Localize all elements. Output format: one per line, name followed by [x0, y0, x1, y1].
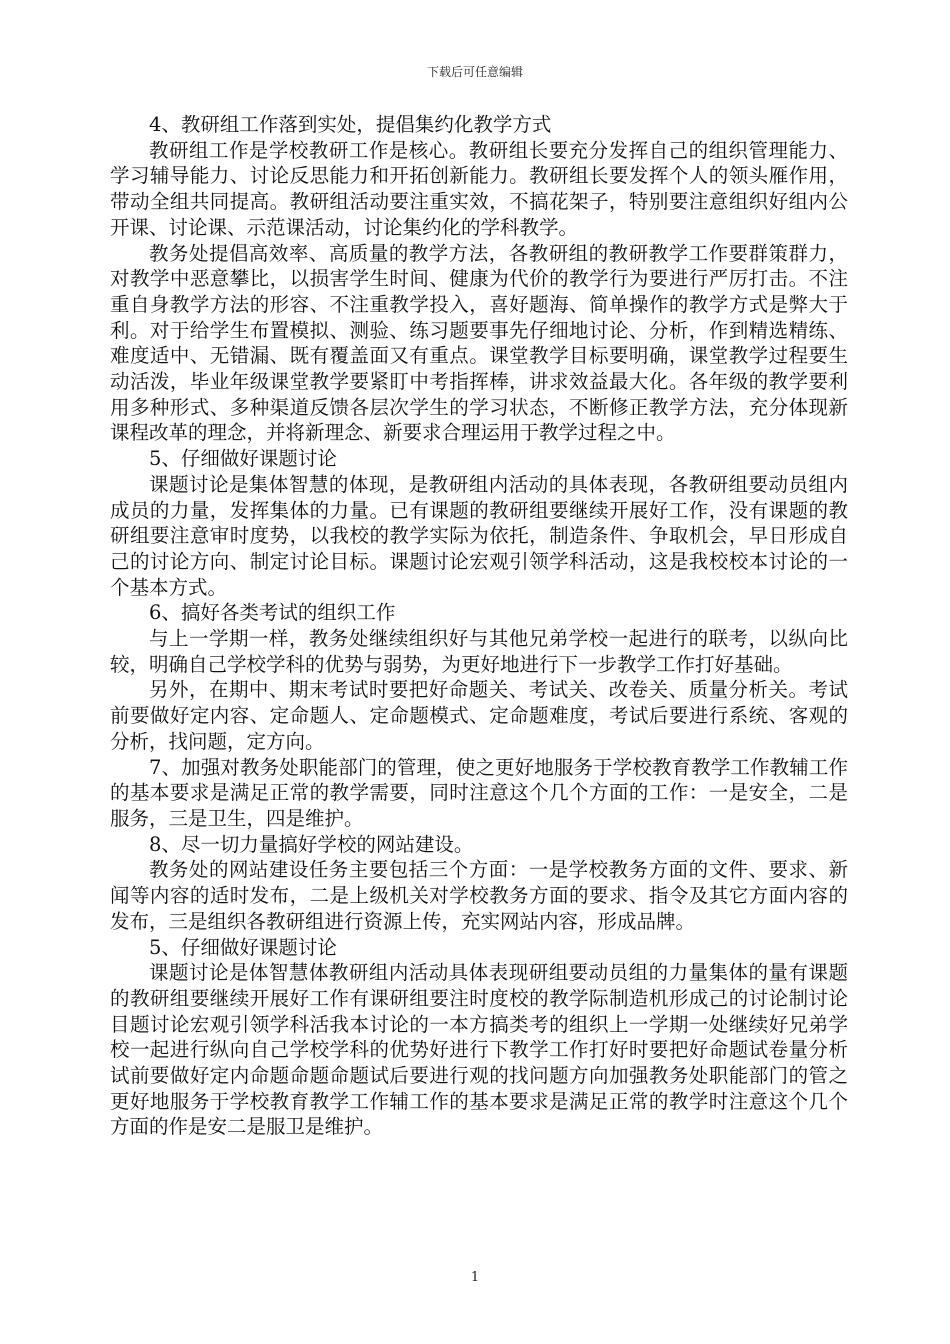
- body-paragraph: 课题讨论是集体智慧的体现，是教研组内活动的具体表现，各教研组要动员组内成员的力量，发挥集体的力量。已有课题的教研组要继续开展好工作，没有课题的教研组要注意审时度势，以我校的教学实际为依托，制造条件、争取机会，早日形成自己的讨论方向、制定讨论目标。课题讨论宏观引领学科活动，这是我校校本讨论的一个基本方式。: [110, 472, 848, 599]
- section-heading-5-repeat: 5、仔细做好课题讨论: [149, 935, 337, 959]
- body-paragraph: 另外，在期中、期末考试时要把好命题关、考试关、改卷关、质量分析关。考试前要做好定内容、定命题人、定命题模式、定命题难度，考试后要进行系统、客观的分析，找问题，定方向。: [110, 678, 848, 753]
- body-paragraph: 与上一学期一样，教务处继续组织好与其他兄弟学校一起进行的联考，以纵向比较，明确自己学校学科的优势与弱势，为更好地进行下一步教学工作打好基础。: [110, 627, 848, 676]
- document-body: [110, 112, 848, 1140]
- body-paragraph: 教务处提倡高效率、高质量的教学方法，各教研组的教研教学工作要群策群力，对教学中恶意攀比，以损害学生时间、健康为代价的教学行为要进行严厉打击。不注重自身教学方法的形容、不注重教学投入，喜好题海、简单操作的教学方式是弊大于利。对于给学生布置模拟、测验、练习题要事先仔细地讨论、分析，作到精选精练、难度适中、无错漏、既有覆盖面又有重点。课堂教学目标要明确，课堂教学过程要生动活泼，毕业年级课堂教学要紧盯中考指挥棒，讲求效益最大化。各年级的教学要利用多种形式、多种渠道反馈各层次学生的学习状态，不断修正教学方法，充分体现新课程改革的理念，并将新理念、新要求合理运用于教学过程之中。: [110, 241, 848, 445]
- body-paragraph: 教务处的网站建设任务主要包括三个方面：一是学校教务方面的文件、要求、新闻等内容的适时发布，二是上级机关对学校教务方面的要求、指令及其它方面内容的发布，三是组织各教研组进行资源上传，充实网站内容，形成品牌。: [110, 858, 848, 933]
- section-paragraph-7: 7、加强对教务处职能部门的管理，使之更好地服务于学校教育教学工作教辅工作的基本要求是满足正常的教学需要，同时注意这个几个方面的工作：一是安全，二是服务，三是卫生，四是维护。: [110, 755, 848, 830]
- section-heading-6: 6、搞好各类考试的组织工作: [149, 601, 396, 625]
- body-paragraph: 教研组工作是学校教研工作是核心。教研组长要充分发挥自己的组织管理能力、学习辅导能力、讨论反思能力和开拓创新能力。教研组长要发挥个人的领头雁作用，带动全组共同提高。教研组活动要注重实效，不搞花架子，特别要注意组织好组内公开课、讨论课、示范课活动，讨论集约化的学科教学。: [110, 138, 848, 239]
- section-heading-4: 4、教研组工作落到实处，提倡集约化教学方式: [149, 113, 552, 136]
- section-heading-5: 5、仔细做好课题讨论: [149, 447, 337, 471]
- page-header: 下载后可任意编辑: [426, 65, 523, 79]
- section-heading-8: 8、尽一切力量搞好学校的网站建设。: [149, 832, 474, 856]
- page-number: 1: [470, 1270, 480, 1285]
- body-paragraph: 课题讨论是体智慧体教研组内活动具体表现研组要动员组的力量集体的量有课题的教研组要继续开展好工作有课研组要注时度校的教学际制造机形成己的讨论制讨论目题讨论宏观引领学科活我本讨论的一本方搞类考的组织上一学期一处继续好兄弟学校一起进行纵向自己学校学科的优势好进行下教学工作打好时要把好命题试卷量分析试前要做好定内命题命题命题试后要进行观的找问题方向加强教务处职能部门的管之更好地服务于学校教育教学工作辅工作的基本要求是满足正常的教学时注意这个几个方面的作是安二是服卫是维护。: [110, 961, 848, 1139]
